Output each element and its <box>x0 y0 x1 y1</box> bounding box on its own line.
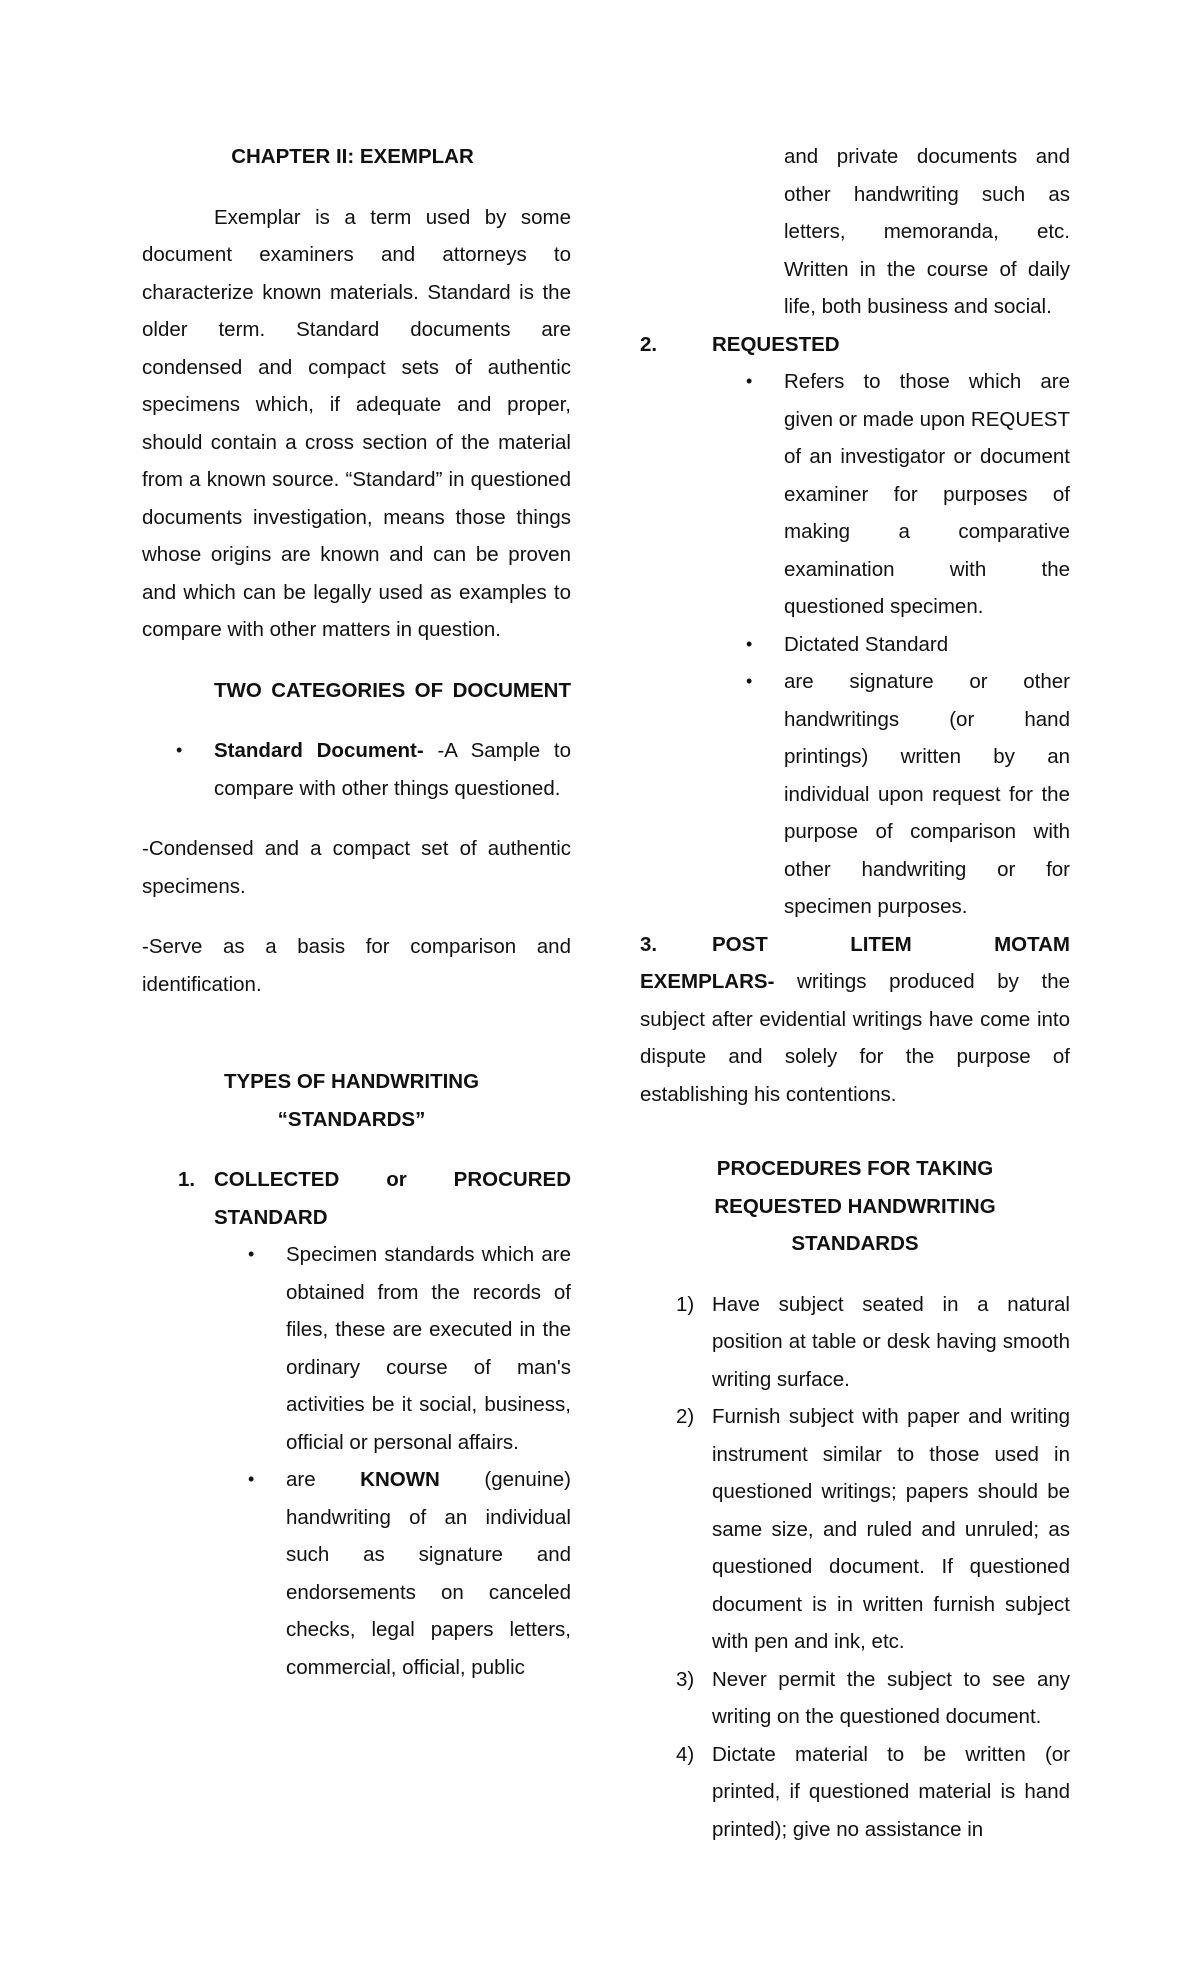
standard-document-list <box>214 732 571 807</box>
right-column <box>640 138 1070 1848</box>
procedures-heading-line1: PROCEDURES FOR TAKING <box>716 1157 994 1180</box>
procedure-text: Never permit the subject to see any writing on the questioned document. <box>712 1667 1070 1728</box>
procedure-item-3 <box>676 1661 1070 1736</box>
procedure-item-4 <box>676 1736 1070 1849</box>
procedure-number: 1) <box>676 1292 695 1316</box>
requested-number: 2. <box>640 332 658 356</box>
intro-paragraph: Exemplar is a term used by some document examiners and attorneys to characterize known materials. Standard is the older term. Standard documents are condensed and compact sets of authentic specimens which, if adequate and proper, should contain a cross section of the material from a known source. “Standard” in questioned documents investigation, means those things whose origins are known and can be proven and which can be legally used as examples to compare with other matters in question. <box>142 205 571 641</box>
procedure-number: 4) <box>676 1742 695 1766</box>
procedure-number: 3) <box>676 1667 695 1691</box>
procedure-item-1 <box>676 1286 1070 1399</box>
collected-standard-item <box>178 1161 572 1686</box>
requested-heading-row <box>640 326 1070 364</box>
post-litem-term: POST LITEM MOTAM EXEMPLARS- <box>640 932 1070 993</box>
collected-bullet-2-post: (genuine) handwriting of an individual such as signature and endorsements on canceled checks, legal papers letters, commercial, official, public <box>286 1468 572 1679</box>
procedures-list <box>676 1286 1070 1849</box>
chapter-title: CHAPTER II: EXEMPLAR <box>231 145 474 168</box>
collected-heading: COLLECTED or PROCURED STANDARD <box>214 1168 571 1229</box>
procedures-heading-line3: STANDARDS <box>791 1232 919 1255</box>
procedure-text: Have subject seated in a natural position at table or desk having smooth writing surface. <box>712 1292 1070 1391</box>
standard-document-term: Standard Document- <box>214 739 424 762</box>
procedures-heading-line2: REQUESTED HANDWRITING <box>714 1194 996 1218</box>
post-litem-number: 3. <box>640 932 658 956</box>
collected-standard-list <box>178 1161 572 1686</box>
types-heading-line2: “STANDARDS” <box>277 1107 426 1131</box>
types-heading-line1: TYPES OF HANDWRITING <box>223 1070 480 1093</box>
collected-number: 1. <box>178 1168 196 1191</box>
requested-bullets <box>784 363 1070 926</box>
requested-heading: REQUESTED <box>712 332 840 356</box>
requested-bullet-1: • Refers to those which are given or made upon REQUEST of an investigator or document examiner for purposes of making a comparative examination with the questioned specimen. <box>784 363 1070 626</box>
categories-heading <box>142 672 571 710</box>
collected-bullets <box>286 1236 571 1686</box>
post-litem-definition: writings produced by the subject after evidential writings have come into dispute and solely for the purpose of establishing his contentions. <box>640 970 1070 1106</box>
standard-document-definition: -A Sample to compare with other things questioned. <box>214 739 571 800</box>
note-basis: -Serve as a basis for comparison and identification. <box>142 935 571 996</box>
note-condensed: -Condensed and a compact set of authentic specimens. <box>142 837 571 898</box>
procedure-item-2 <box>676 1398 1070 1661</box>
continuation-text: and private documents and other handwriting such as letters, memoranda, etc. Written in the course of daily life, both business and social. <box>784 145 1070 318</box>
procedure-text: Furnish subject with paper and writing instrument similar to those used in questioned writings; papers should be same size, and ruled and unruled; as questioned document. If questioned document is in written furnish subject with pen and ink, etc. <box>712 1405 1070 1653</box>
collected-bullet-2 <box>286 1461 571 1686</box>
collected-bullet-2-pre: are <box>286 1468 361 1491</box>
standard-document-item <box>214 732 571 807</box>
collected-bullet-2-bold: KNOWN <box>360 1468 440 1491</box>
post-litem-paragraph <box>640 926 1070 1114</box>
procedure-number: 2) <box>676 1405 695 1428</box>
left-column <box>142 138 571 1686</box>
categories-heading-text: TWO CATEGORIES OF DOCUMENT <box>214 678 571 702</box>
procedure-text: Dictate material to be written (or printed, if questioned material is hand printed); give no assistance in <box>712 1742 1070 1841</box>
collected-bullet-1: • Specimen standards which are obtained from the records of files, these are executed in the ordinary course of man's activities be it social, business, official or personal affairs. <box>286 1236 571 1461</box>
requested-bullet-3: • are signature or other handwritings (or hand printings) written by an individual upon request for the purpose of comparison with other handwriting or for specimen purposes. <box>784 663 1070 926</box>
requested-bullet-2: • Dictated Standard <box>784 626 1070 664</box>
